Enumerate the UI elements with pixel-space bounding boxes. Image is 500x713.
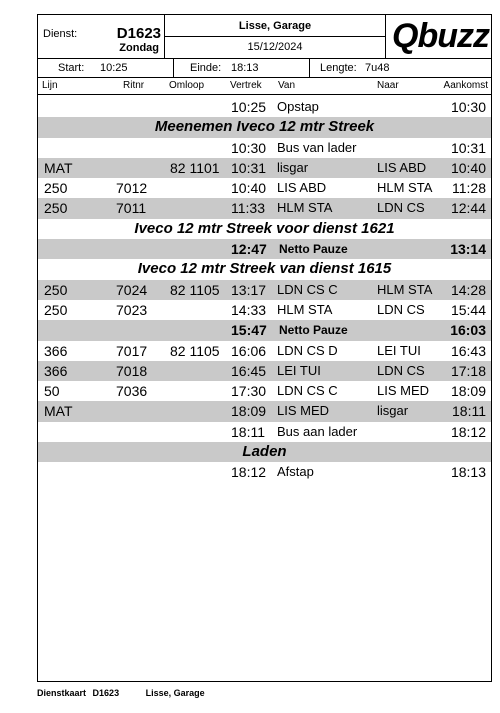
header-top-row [38, 15, 491, 59]
block-number: 82 1105 [170, 281, 220, 298]
trip-number: 7036 [116, 383, 148, 400]
arrival-time: 15:44 [450, 301, 486, 318]
end-value: 18:13 [231, 62, 259, 74]
trip-row [38, 138, 491, 158]
col-header-van: Van [278, 80, 296, 91]
from-stop: LIS MED [277, 403, 330, 419]
departure-time: 15:47 [231, 322, 267, 339]
arrival-time: 18:11 [452, 403, 486, 420]
arrival-time: 14:28 [450, 281, 486, 298]
footer-code: D1623 [92, 688, 120, 698]
to-stop: LIS MED [377, 383, 430, 399]
pause-label: Netto Pauze [279, 323, 348, 338]
arrival-time: 18:12 [450, 423, 486, 440]
departure-time: 18:12 [231, 464, 267, 481]
duty-header [38, 15, 491, 95]
arrival-time: 10:40 [450, 159, 486, 176]
section-title: Meenemen Iveco 12 mtr Streek [154, 118, 375, 136]
line-number: 250 [44, 281, 68, 298]
from-stop: Opstap [277, 99, 319, 114]
to-stop: HLM STA [377, 281, 433, 297]
from-stop: LDN CS C [277, 281, 338, 297]
arrival-time: 18:13 [450, 464, 486, 481]
qbuzz-logo: Qbuzz [392, 17, 489, 55]
from-stop: lisgar [277, 159, 309, 175]
from-stop: HLM STA [277, 301, 333, 317]
trip-number: 7023 [116, 301, 148, 318]
duty-card [37, 14, 492, 682]
departure-time: 16:06 [231, 342, 267, 359]
section-title: Laden [242, 443, 287, 461]
arrival-time: 18:09 [450, 383, 486, 400]
col-header-naar: Naar [377, 80, 399, 91]
duty-id-cell [38, 15, 165, 58]
departure-time: 12:47 [231, 241, 267, 258]
trip-row [38, 280, 491, 300]
departure-time: 11:33 [231, 200, 265, 217]
trip-row [38, 361, 491, 381]
trip-row [38, 462, 491, 482]
start-value: 10:25 [100, 62, 128, 74]
departure-time: 18:11 [231, 423, 265, 440]
section-header-row [38, 442, 491, 462]
to-stop: LEI TUI [377, 342, 421, 358]
departure-time: 13:17 [231, 281, 267, 298]
duty-code: D1623 [116, 25, 161, 42]
trip-row [38, 198, 491, 218]
arrival-time: 16:03 [450, 322, 486, 339]
schedule-rows [38, 97, 491, 483]
end-label: Einde: [190, 62, 222, 74]
trip-row [38, 300, 491, 320]
col-header-aankomst: Aankomst [443, 80, 488, 91]
duty-date: 15/12/2024 [247, 41, 303, 53]
trip-row [38, 158, 491, 178]
col-header-lijn: Lijn [42, 80, 58, 91]
arrival-time: 17:18 [450, 362, 486, 379]
location-cell [165, 15, 386, 58]
pause-label: Netto Pauze [279, 242, 348, 257]
length-cell [310, 59, 491, 77]
section-title: Iveco 12 mtr Streek voor dienst 1621 [134, 219, 395, 237]
line-number: 366 [44, 362, 68, 379]
end-cell [174, 59, 310, 77]
to-stop: LDN CS [377, 362, 425, 378]
departure-time: 10:31 [231, 159, 267, 176]
arrival-time: 10:30 [450, 99, 486, 115]
line-number: 250 [44, 180, 68, 197]
arrival-time: 16:43 [450, 342, 486, 359]
start-cell [38, 59, 174, 77]
departure-time: 10:25 [231, 99, 267, 115]
trip-row [38, 401, 491, 421]
arrival-time: 12:44 [450, 200, 486, 217]
from-stop: HLM STA [277, 200, 333, 216]
logo-cell [386, 15, 491, 58]
col-header-omloop: Omloop [169, 80, 205, 91]
duty-label: Dienst: [43, 28, 78, 40]
line-number: MAT [44, 403, 73, 420]
line-number: 50 [44, 383, 60, 400]
from-stop: Bus van lader [277, 139, 357, 155]
block-number: 82 1101 [170, 159, 220, 176]
footer-label: Dienstkaart [37, 688, 87, 698]
to-stop: lisgar [377, 403, 409, 419]
departure-time: 16:45 [231, 362, 267, 379]
duty-day: Zondag [119, 42, 159, 54]
trip-row [38, 97, 491, 117]
departure-time: 10:40 [231, 180, 267, 197]
trip-row [38, 341, 491, 361]
trip-number: 7024 [116, 281, 148, 298]
length-value: 7u48 [365, 62, 390, 74]
col-header-ritnr: Ritnr [123, 80, 145, 91]
arrival-time: 10:31 [450, 139, 486, 156]
trip-number: 7012 [116, 180, 148, 197]
section-header-row [38, 259, 491, 279]
trip-row [38, 178, 491, 198]
departure-time: 18:09 [231, 403, 267, 420]
trip-number: 7018 [116, 362, 148, 379]
start-label: Start: [58, 62, 85, 74]
arrival-time: 13:14 [450, 241, 486, 258]
col-header-vertrek: Vertrek [230, 80, 262, 91]
header-times-row [38, 59, 491, 78]
trip-row [38, 422, 491, 442]
to-stop: LIS ABD [377, 159, 427, 175]
length-label: Lengte: [320, 62, 357, 74]
line-number: 250 [44, 301, 68, 318]
block-number: 82 1105 [170, 342, 220, 359]
to-stop: LDN CS [377, 301, 425, 317]
pause-row [38, 239, 491, 259]
to-stop: HLM STA [377, 180, 433, 196]
section-header-row [38, 219, 491, 239]
departure-time: 10:30 [231, 139, 267, 156]
to-stop: LDN CS [377, 200, 425, 216]
line-number: 250 [44, 200, 68, 217]
page-footer [37, 688, 209, 698]
departure-time: 14:33 [231, 301, 267, 318]
pause-row [38, 320, 491, 340]
departure-time: 17:30 [231, 383, 267, 400]
trip-number: 7011 [116, 200, 147, 217]
from-stop: Afstap [277, 464, 314, 480]
from-stop: LDN CS D [277, 342, 338, 358]
from-stop: LIS ABD [277, 180, 327, 196]
section-title: Iveco 12 mtr Streek van dienst 1615 [137, 260, 392, 278]
from-stop: LDN CS C [277, 383, 338, 399]
trip-number: 7017 [116, 342, 148, 359]
footer-location: Lisse, Garage [145, 688, 205, 698]
line-number: 366 [44, 342, 68, 359]
line-number: MAT [44, 159, 73, 176]
trip-row [38, 381, 491, 401]
from-stop: LEI TUI [277, 362, 321, 378]
section-header-row [38, 117, 491, 137]
depot-location: Lisse, Garage [165, 15, 385, 37]
arrival-time: 11:28 [452, 180, 486, 197]
from-stop: Bus aan lader [277, 423, 358, 439]
column-headers [38, 78, 491, 95]
